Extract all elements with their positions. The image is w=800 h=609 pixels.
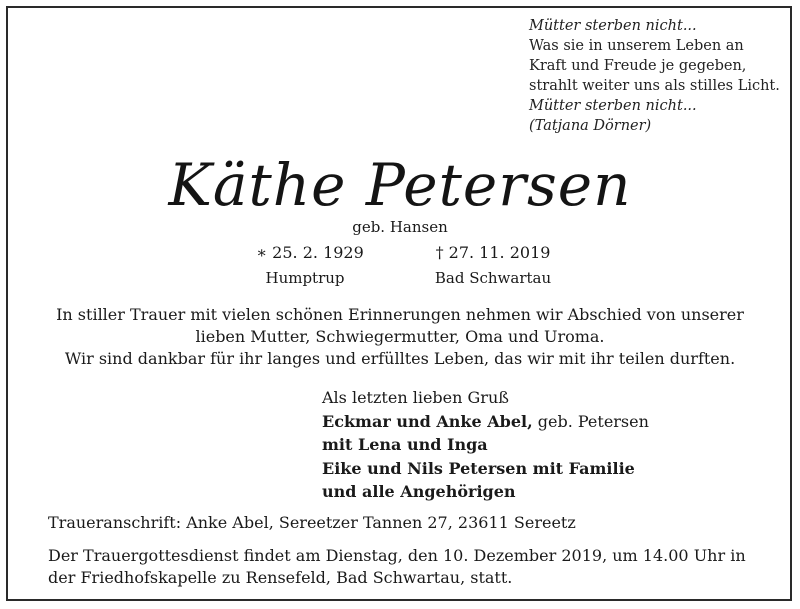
signer-names: Eckmar und Anke Abel, — [322, 411, 533, 431]
poem-line: Kraft und Freude je gegeben, — [529, 58, 747, 74]
poem-line: Mütter sterben nicht... — [529, 98, 697, 114]
death-place: Bad Schwartau — [434, 269, 552, 287]
signer-line: und alle Angehörigen — [322, 482, 516, 501]
poem-line: Was sie in unserem Leben an — [529, 38, 744, 54]
signer-line: mit Lena und Inga — [322, 435, 488, 454]
birth-date: ∗ 25. 2. 1929 — [256, 243, 364, 262]
death-date: † 27. 11. 2019 — [435, 243, 551, 262]
service-line: der Friedhofskapelle zu Rensefeld, Bad Schwartau, statt. — [48, 568, 513, 587]
greeting: Als letzten lieben Gruß — [322, 388, 509, 407]
mourning-address: Traueranschrift: Anke Abel, Sereetzer Tannen 27, 23611 Sereetz — [48, 513, 576, 532]
signer-birth-name: geb. Petersen — [532, 411, 649, 431]
deceased-name: Käthe Petersen — [168, 151, 632, 219]
service-line: Der Trauergottesdienst findet am Dienstag, den 10. Dezember 2019, um 14.00 Uhr in — [48, 546, 746, 565]
signers-block — [322, 386, 782, 504]
message-line: Wir sind dankbar für ihr langes und erfülltes Leben, das wir mit ihr teilen durften. — [64, 349, 736, 368]
signer-line: Eike und Nils Petersen mit Familie — [322, 458, 635, 478]
signer-line — [322, 410, 782, 434]
poem — [529, 16, 789, 136]
poem-line: Mütter sterben nicht... — [529, 18, 697, 34]
message-line: In stiller Trauer mit vielen schönen Erinnerungen nehmen wir Abschied von unserer — [56, 305, 744, 324]
poem-author: (Tatjana Dörner) — [529, 118, 652, 134]
birth-name: geb. Hansen — [352, 218, 448, 236]
birth-place: Humptrup — [265, 269, 345, 287]
service-info — [48, 545, 768, 589]
poem-line: strahlt weiter uns als stilles Licht. — [529, 78, 780, 94]
mourning-message — [0, 304, 800, 370]
message-line: lieben Mutter, Schwiegermutter, Oma und Uroma. — [195, 327, 605, 346]
